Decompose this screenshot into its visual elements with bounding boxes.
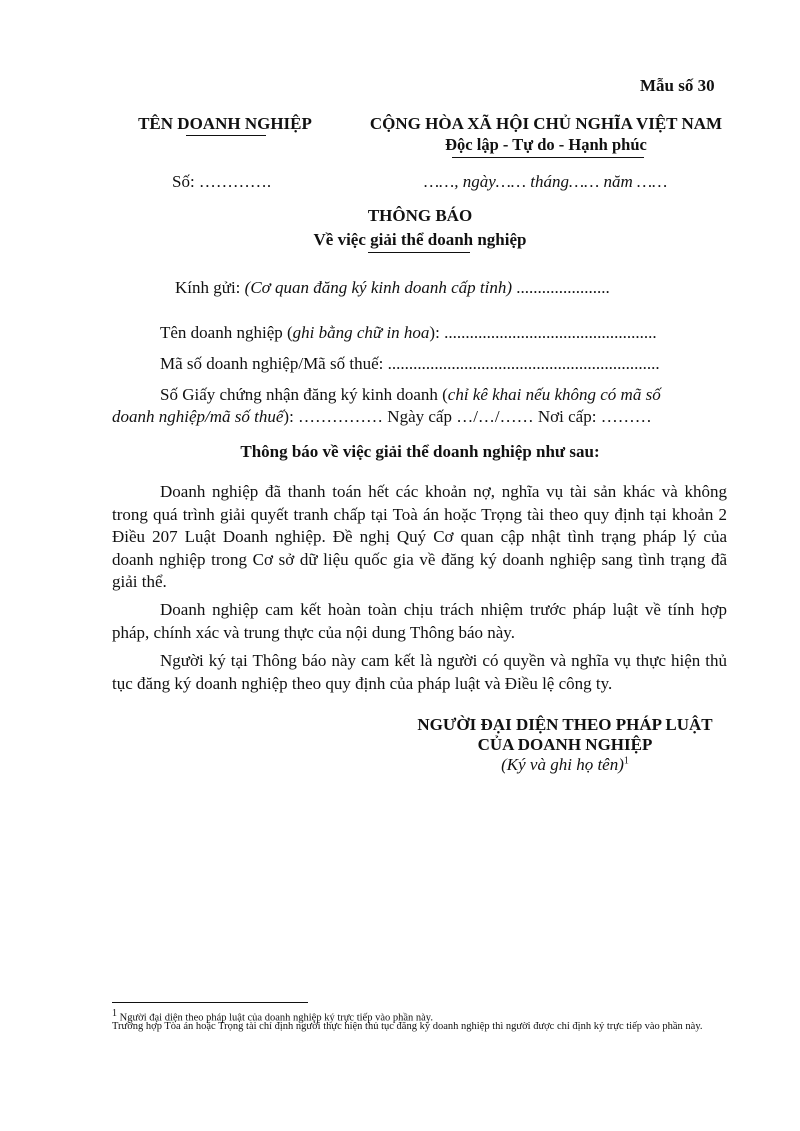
company-name-hint: ghi bằng chữ in hoa [292,323,430,342]
motto-underline [452,157,644,158]
nation-title: CỘNG HÒA XÃ HỘI CHỦ NGHĨA VIỆT NAM [369,114,723,133]
certificate-rest: ): …………… Ngày cấp …/…/…… Nơi cấp: ……… [283,407,652,426]
tax-code-dots: ................................................................ [387,354,660,373]
signature-title-2: CỦA DOANH NGHIỆP [477,735,653,754]
document-date: ……, ngày…… tháng…… năm …… [424,172,668,191]
document-subtitle: Về việc giải thể doanh nghiệp [313,230,527,249]
footnote-mark: 1 [112,1008,117,1019]
company-name-placeholder: TÊN DOANH NGHIỆP [138,114,312,133]
recipient-value: (Cơ quan đăng ký kinh doanh cấp tỉnh) [244,278,513,297]
footnote-reference: 1 [623,755,629,767]
footnote-separator [112,1002,308,1003]
company-name-label-end: ): [429,323,440,342]
body-paragraph-2: Doanh nghiệp cam kết hoàn toàn chịu trách nhiệm trước pháp luật về tính hợp pháp, chính xác và trung thực của nội dung Thông báo này. [112,600,727,642]
motto: Độc lập - Tự do - Hạnh phúc [445,135,647,154]
tax-code-label: Mã số doanh nghiệp/Mã số thuế: [160,354,384,373]
certificate-field-line2 [112,407,652,427]
body-paragraph-1: Doanh nghiệp đã thanh toán hết các khoản nợ, nghĩa vụ tài sản khác và không trong quá trình giải quyết tranh chấp tại Toà án hoặc Trọng tài theo quy định tại khoản 2 Điều 207 Luật Doanh nghiệp. Đề nghị Quý Cơ quan cập nhật tình trạng pháp lý của doanh nghiệp trong Cơ sở dữ liệu quốc gia về đăng ký doanh nghiệp sang tình trạng đã giải thể. [112,482,727,591]
footnote-text-1: Người đại diện theo pháp luật của doanh nghiệp ký trực tiếp vào phần này. [119,1012,433,1024]
certificate-label: Số Giấy chứng nhận đăng ký kinh doanh ( [160,385,448,404]
tax-code-field [160,354,660,374]
form-number: Mẫu số 30 [640,76,715,95]
certificate-field-line1 [160,385,661,405]
company-underline [186,135,266,136]
recipient-label: Kính gửi: [175,278,241,297]
recipient-dots: ...................... [516,278,610,297]
footnote-2: Trường hợp Tòa án hoặc Trọng tài chỉ định người thực hiện thủ tục đăng ký doanh nghiệp thì người được chỉ định ký trực tiếp vào phần này. [112,1021,703,1032]
certificate-hint-2: doanh nghiệp/mã số thuế [112,407,284,426]
company-name-dots: .................................................. [444,323,657,342]
certificate-hint-1: chỉ kê khai nếu không có mã số [447,385,661,404]
company-name-field [160,323,657,343]
signature-note [400,755,730,775]
signature-title-1: NGƯỜI ĐẠI DIỆN THEO PHÁP LUẬT [417,715,713,734]
recipient-line [175,278,610,298]
body-paragraph-3: Người ký tại Thông báo này cam kết là người có quyền và nghĩa vụ thực hiện thủ tục đăng ký doanh nghiệp theo quy định của pháp luật và Điều lệ công ty. [112,651,727,693]
subtitle-underline [368,252,470,253]
signature-note-text: (Ký và ghi họ tên) [501,755,624,774]
section-heading: Thông báo về việc giải thể doanh nghiệp như sau: [240,442,600,461]
document-number: Số: …………. [172,172,272,191]
company-name-label: Tên doanh nghiệp ( [160,323,293,342]
document-title: THÔNG BÁO [367,206,473,225]
